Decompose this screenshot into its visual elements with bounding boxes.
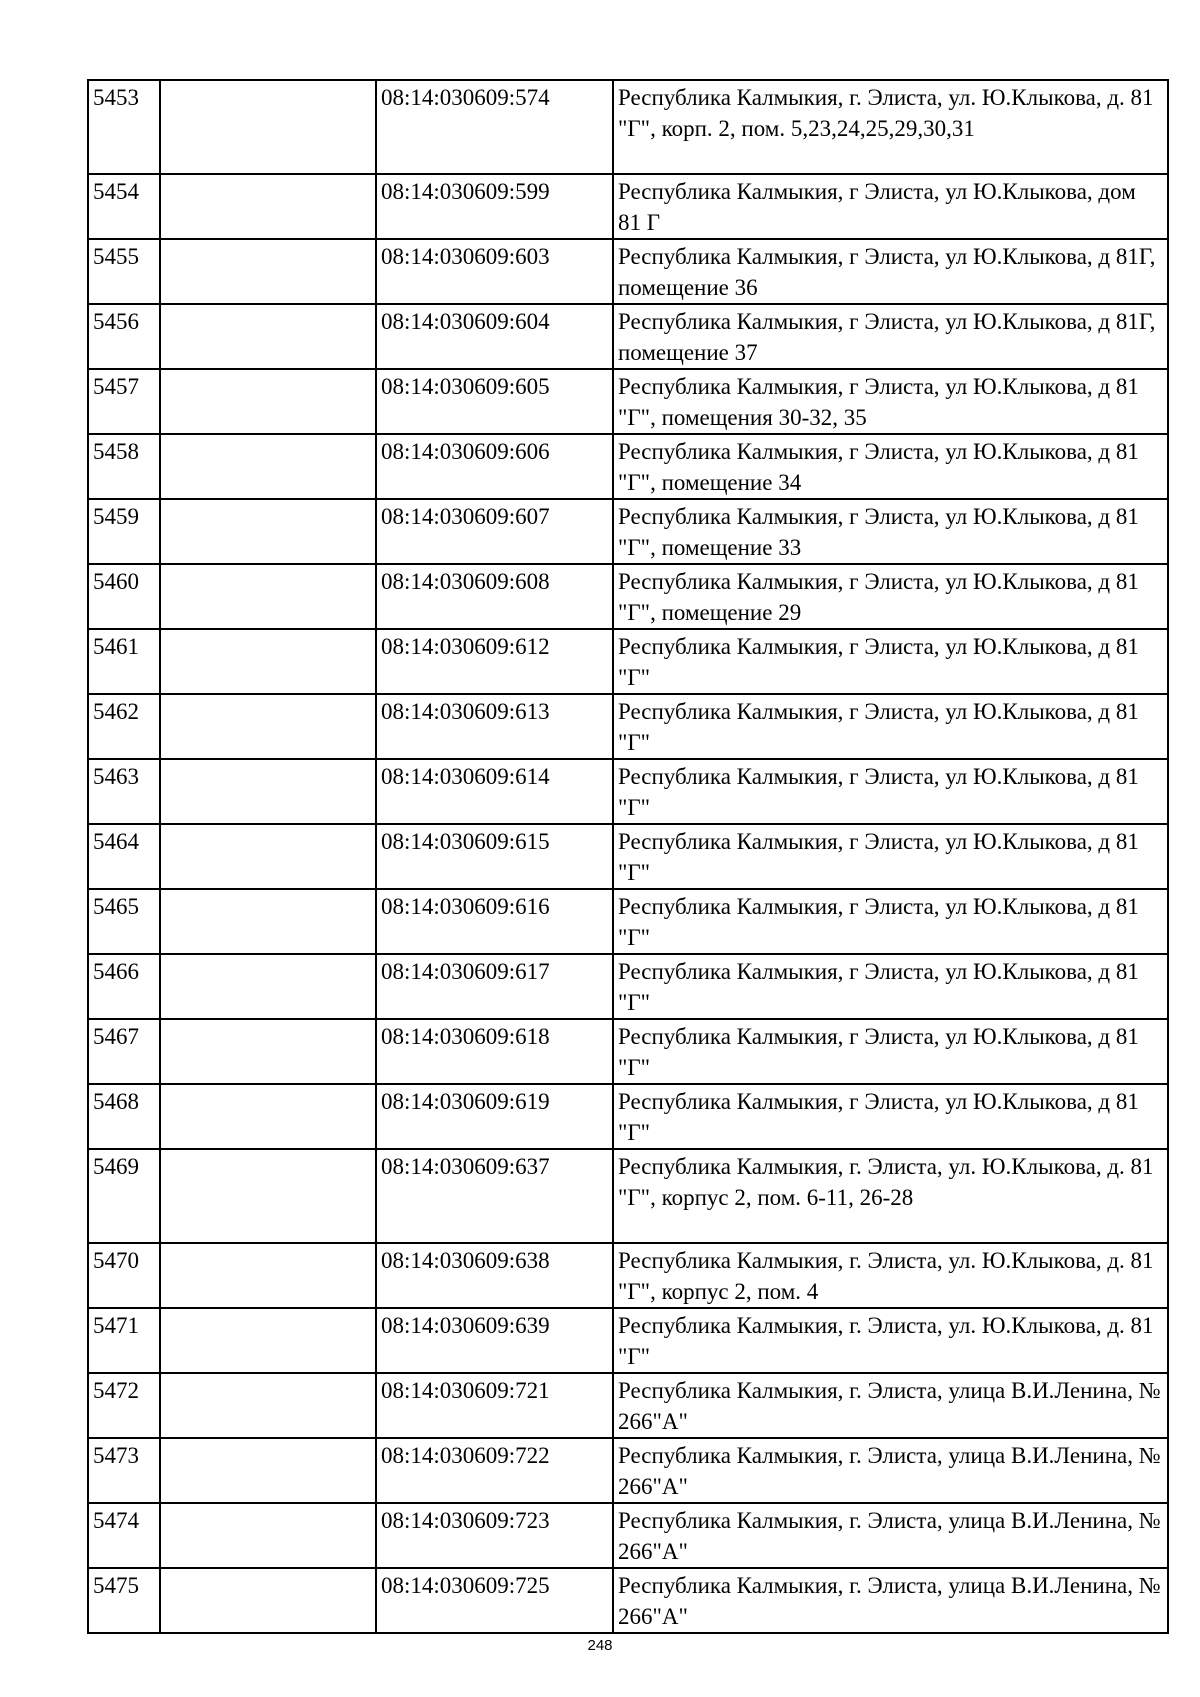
- cadastral-number-cell: 08:14:030609:725: [376, 1568, 613, 1633]
- cadastral-number-cell: 08:14:030609:606: [376, 434, 613, 499]
- address-cell: Республика Калмыкия, г Элиста, ул Ю.Клыкова, д 81 "Г": [613, 694, 1168, 759]
- row-number-cell: 5461: [88, 629, 160, 694]
- blank-cell: [160, 239, 376, 304]
- cadastral-number-cell: 08:14:030609:617: [376, 954, 613, 1019]
- table-row: [88, 1084, 1168, 1149]
- table-row: [88, 1149, 1168, 1243]
- table-row: [88, 629, 1168, 694]
- table-row: [88, 1308, 1168, 1373]
- cadastral-number-cell: 08:14:030609:614: [376, 759, 613, 824]
- blank-cell: [160, 1503, 376, 1568]
- row-number-cell: 5473: [88, 1438, 160, 1503]
- row-number-cell: 5457: [88, 369, 160, 434]
- cadastral-number-cell: 08:14:030609:603: [376, 239, 613, 304]
- address-cell: Республика Калмыкия, г Элиста, ул Ю.Клыкова, д 81 "Г": [613, 1084, 1168, 1149]
- address-cell: Республика Калмыкия, г Элиста, ул Ю.Клыкова, д 81 "Г", помещения 30-32, 35: [613, 369, 1168, 434]
- address-cell: Республика Калмыкия, г Элиста, ул Ю.Клыкова, д 81 "Г", помещение 34: [613, 434, 1168, 499]
- cadastral-number-cell: 08:14:030609:604: [376, 304, 613, 369]
- address-cell: Республика Калмыкия, г Элиста, ул Ю.Клыкова, д 81Г, помещение 37: [613, 304, 1168, 369]
- blank-cell: [160, 1149, 376, 1243]
- blank-cell: [160, 694, 376, 759]
- table-row: [88, 1503, 1168, 1568]
- cadastral-number-cell: 08:14:030609:618: [376, 1019, 613, 1084]
- address-cell: Республика Калмыкия, г. Элиста, улица В.И.Ленина, № 266"А": [613, 1568, 1168, 1633]
- cadastral-number-cell: 08:14:030609:605: [376, 369, 613, 434]
- blank-cell: [160, 954, 376, 1019]
- address-cell: Республика Калмыкия, г Элиста, ул Ю.Клыкова, д 81 "Г", помещение 29: [613, 564, 1168, 629]
- table-row: [88, 239, 1168, 304]
- cadastral-number-cell: 08:14:030609:615: [376, 824, 613, 889]
- address-cell: Республика Калмыкия, г Элиста, ул Ю.Клыкова, д 81 "Г": [613, 1019, 1168, 1084]
- cadastral-number-cell: 08:14:030609:723: [376, 1503, 613, 1568]
- address-cell: Республика Калмыкия, г. Элиста, улица В.И.Ленина, № 266"А": [613, 1438, 1168, 1503]
- table-row: [88, 1438, 1168, 1503]
- row-number-cell: 5465: [88, 889, 160, 954]
- cadastral-number-cell: 08:14:030609:639: [376, 1308, 613, 1373]
- address-cell: Республика Калмыкия, г. Элиста, улица В.И.Ленина, № 266"А": [613, 1503, 1168, 1568]
- table-row: [88, 889, 1168, 954]
- row-number-cell: 5467: [88, 1019, 160, 1084]
- page-number: 248: [587, 1637, 613, 1654]
- cadastral-number-cell: 08:14:030609:637: [376, 1149, 613, 1243]
- blank-cell: [160, 174, 376, 239]
- cadastral-number-cell: 08:14:030609:721: [376, 1373, 613, 1438]
- blank-cell: [160, 564, 376, 629]
- row-number-cell: 5463: [88, 759, 160, 824]
- row-number-cell: 5470: [88, 1243, 160, 1308]
- blank-cell: [160, 1019, 376, 1084]
- row-number-cell: 5460: [88, 564, 160, 629]
- table-row: [88, 954, 1168, 1019]
- blank-cell: [160, 1438, 376, 1503]
- address-cell: Республика Калмыкия, г Элиста, ул Ю.Клыкова, д 81 "Г": [613, 629, 1168, 694]
- cadastral-number-cell: 08:14:030609:574: [376, 80, 613, 174]
- row-number-cell: 5468: [88, 1084, 160, 1149]
- registry-table-body: [88, 80, 1168, 1633]
- row-number-cell: 5459: [88, 499, 160, 564]
- blank-cell: [160, 629, 376, 694]
- table-row: [88, 759, 1168, 824]
- cadastral-number-cell: 08:14:030609:638: [376, 1243, 613, 1308]
- cadastral-number-cell: 08:14:030609:608: [376, 564, 613, 629]
- cadastral-number-cell: 08:14:030609:616: [376, 889, 613, 954]
- row-number-cell: 5462: [88, 694, 160, 759]
- table-row: [88, 564, 1168, 629]
- row-number-cell: 5469: [88, 1149, 160, 1243]
- table-row: [88, 434, 1168, 499]
- table-row: [88, 80, 1168, 174]
- address-cell: Республика Калмыкия, г. Элиста, ул. Ю.Клыкова, д. 81 "Г", корпус 2, пом. 4: [613, 1243, 1168, 1308]
- address-cell: Республика Калмыкия, г. Элиста, ул. Ю.Клыкова, д. 81 "Г": [613, 1308, 1168, 1373]
- cadastral-number-cell: 08:14:030609:599: [376, 174, 613, 239]
- row-number-cell: 5458: [88, 434, 160, 499]
- table-row: [88, 174, 1168, 239]
- row-number-cell: 5455: [88, 239, 160, 304]
- address-cell: Республика Калмыкия, г Элиста, ул Ю.Клыкова, д 81 "Г", помещение 33: [613, 499, 1168, 564]
- blank-cell: [160, 1243, 376, 1308]
- row-number-cell: 5456: [88, 304, 160, 369]
- address-cell: Республика Калмыкия, г. Элиста, ул. Ю.Клыкова, д. 81 "Г", корпус 2, пом. 6-11, 26-28: [613, 1149, 1168, 1243]
- cadastral-number-cell: 08:14:030609:613: [376, 694, 613, 759]
- blank-cell: [160, 889, 376, 954]
- blank-cell: [160, 759, 376, 824]
- registry-table: [87, 79, 1169, 1634]
- address-cell: Республика Калмыкия, г Элиста, ул Ю.Клыкова, д 81 "Г": [613, 759, 1168, 824]
- cadastral-number-cell: 08:14:030609:612: [376, 629, 613, 694]
- blank-cell: [160, 1568, 376, 1633]
- row-number-cell: 5475: [88, 1568, 160, 1633]
- row-number-cell: 5472: [88, 1373, 160, 1438]
- row-number-cell: 5471: [88, 1308, 160, 1373]
- blank-cell: [160, 824, 376, 889]
- row-number-cell: 5474: [88, 1503, 160, 1568]
- blank-cell: [160, 434, 376, 499]
- address-cell: Республика Калмыкия, г. Элиста, ул. Ю.Клыкова, д. 81 "Г", корп. 2, пом. 5,23,24,25,29,30,31: [613, 80, 1168, 174]
- table-row: [88, 824, 1168, 889]
- table-row: [88, 1568, 1168, 1633]
- address-cell: Республика Калмыкия, г Элиста, ул Ю.Клыкова, д 81Г, помещение 36: [613, 239, 1168, 304]
- cadastral-number-cell: 08:14:030609:619: [376, 1084, 613, 1149]
- table-row: [88, 1243, 1168, 1308]
- row-number-cell: 5453: [88, 80, 160, 174]
- address-cell: Республика Калмыкия, г Элиста, ул Ю.Клыкова, д 81 "Г": [613, 824, 1168, 889]
- blank-cell: [160, 80, 376, 174]
- blank-cell: [160, 1084, 376, 1149]
- blank-cell: [160, 1308, 376, 1373]
- table-row: [88, 369, 1168, 434]
- row-number-cell: 5454: [88, 174, 160, 239]
- table-row: [88, 499, 1168, 564]
- blank-cell: [160, 369, 376, 434]
- row-number-cell: 5464: [88, 824, 160, 889]
- blank-cell: [160, 304, 376, 369]
- row-number-cell: 5466: [88, 954, 160, 1019]
- table-row: [88, 1373, 1168, 1438]
- address-cell: Республика Калмыкия, г Элиста, ул Ю.Клыкова, дом 81 Г: [613, 174, 1168, 239]
- table-row: [88, 304, 1168, 369]
- blank-cell: [160, 499, 376, 564]
- address-cell: Республика Калмыкия, г. Элиста, улица В.И.Ленина, № 266"А": [613, 1373, 1168, 1438]
- table-row: [88, 1019, 1168, 1084]
- cadastral-number-cell: 08:14:030609:722: [376, 1438, 613, 1503]
- cadastral-number-cell: 08:14:030609:607: [376, 499, 613, 564]
- blank-cell: [160, 1373, 376, 1438]
- address-cell: Республика Калмыкия, г Элиста, ул Ю.Клыкова, д 81 "Г": [613, 889, 1168, 954]
- address-cell: Республика Калмыкия, г Элиста, ул Ю.Клыкова, д 81 "Г": [613, 954, 1168, 1019]
- table-row: [88, 694, 1168, 759]
